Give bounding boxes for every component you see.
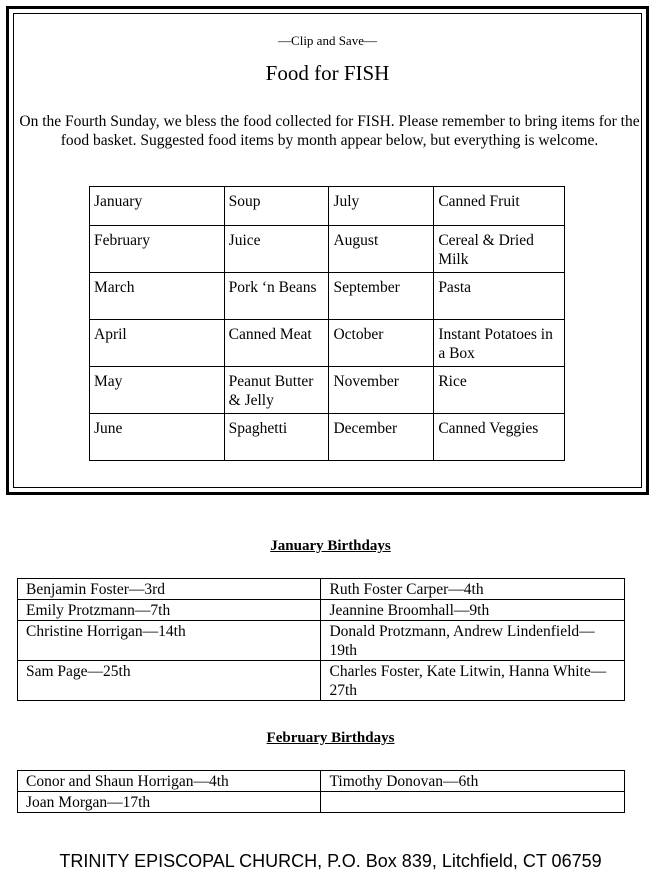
food-by-month-table: [89, 186, 565, 461]
birthday-cell: Charles Foster, Kate Litwin, Hanna White—27th: [321, 661, 625, 701]
food-cell: Soup: [224, 187, 329, 226]
february-birthdays-table: [17, 770, 625, 813]
food-cell: Juice: [224, 226, 329, 273]
february-birthdays-heading: February Birthdays: [266, 730, 395, 746]
food-cell: Cereal & Dried Milk: [434, 226, 565, 273]
birthday-cell: Conor and Shaun Horrigan—4th: [18, 771, 321, 792]
birthday-cell: [321, 792, 625, 813]
birthday-cell: Sam Page—25th: [18, 661, 321, 701]
fish-title: Food for FISH: [265, 61, 390, 85]
table-row: [18, 661, 625, 701]
january-birthdays-heading: January Birthdays: [270, 538, 391, 554]
food-cell: Canned Veggies: [434, 414, 565, 461]
january-birthdays-table: [17, 578, 625, 701]
table-row: [18, 792, 625, 813]
church-address-footer: TRINITY EPISCOPAL CHURCH, P.O. Box 839, Litchfield, CT 06759: [59, 851, 602, 871]
table-row: [18, 579, 625, 600]
month-cell: October: [329, 320, 434, 367]
food-cell: Rice: [434, 367, 565, 414]
table-row: [90, 367, 565, 414]
birthday-cell: Timothy Donovan—6th: [321, 771, 625, 792]
month-cell: December: [329, 414, 434, 461]
fish-box: [6, 6, 649, 495]
fish-intro-text: On the Fourth Sunday, we bless the food collected for FISH. Please remember to bring items for the food basket. Suggested food items by month appear below, but everything is welcome.: [19, 113, 640, 149]
food-cell: Canned Meat: [224, 320, 329, 367]
month-cell: August: [329, 226, 434, 273]
month-cell: June: [90, 414, 225, 461]
table-row: [90, 226, 565, 273]
birthday-cell: Jeannine Broomhall—9th: [321, 600, 625, 621]
table-row: [90, 187, 565, 226]
food-cell: Spaghetti: [224, 414, 329, 461]
birthday-cell: Emily Protzmann—7th: [18, 600, 321, 621]
table-row: [90, 320, 565, 367]
month-cell: November: [329, 367, 434, 414]
month-cell: May: [90, 367, 225, 414]
table-row: [90, 414, 565, 461]
birthday-cell: Donald Protzmann, Andrew Lindenfield—19th: [321, 621, 625, 661]
month-cell: January: [90, 187, 225, 226]
birthday-cell: Christine Horrigan—14th: [18, 621, 321, 661]
birthday-cell: Benjamin Foster—3rd: [18, 579, 321, 600]
food-cell: Pork ‘n Beans: [224, 273, 329, 320]
birthday-cell: Ruth Foster Carper—4th: [321, 579, 625, 600]
month-cell: March: [90, 273, 225, 320]
month-cell: September: [329, 273, 434, 320]
month-cell: July: [329, 187, 434, 226]
food-cell: Peanut Butter & Jelly: [224, 367, 329, 414]
month-cell: April: [90, 320, 225, 367]
table-row: [18, 600, 625, 621]
table-row: [18, 621, 625, 661]
table-row: [90, 273, 565, 320]
food-cell: Canned Fruit: [434, 187, 565, 226]
food-cell: Pasta: [434, 273, 565, 320]
month-cell: February: [90, 226, 225, 273]
table-row: [18, 771, 625, 792]
food-cell: Instant Potatoes in a Box: [434, 320, 565, 367]
birthday-cell: Joan Morgan—17th: [18, 792, 321, 813]
clip-and-save-label: —Clip and Save—: [278, 33, 377, 48]
